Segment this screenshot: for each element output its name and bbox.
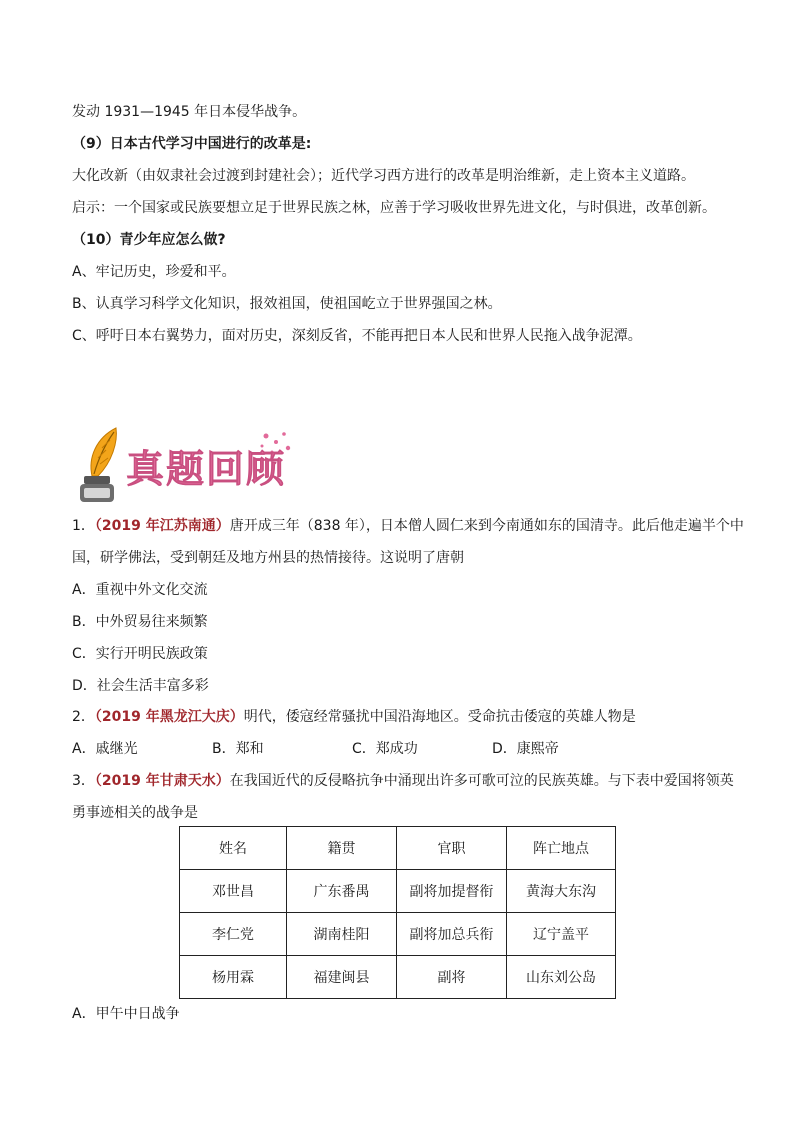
table-header: 阵亡地点 (507, 827, 616, 870)
question-number: 3． (72, 773, 95, 789)
table-cell: 黄海大东沟 (507, 870, 616, 913)
question-source: （2019 年甘肃天水） (94, 773, 230, 789)
option: D．社会生活丰富多彩 (72, 678, 209, 694)
table-cell: 广东番禺 (287, 870, 397, 913)
question-heading-10: （10）青少年应怎么做? (72, 232, 226, 248)
question-text-cont: 国，研学佛法，受到朝廷及地方州县的热情接待。这说明了唐朝 (72, 550, 464, 566)
option: C．郑成功 (352, 741, 418, 757)
table-cell: 邓世昌 (180, 870, 287, 913)
table-header: 籍贯 (287, 827, 397, 870)
answer-a: A、牢记历史，珍爱和平。 (72, 264, 236, 280)
table-row (180, 956, 616, 999)
option: D．康熙帝 (492, 741, 559, 757)
answer-b: B、认真学习科学文化知识，报效祖国，使祖国屹立于世界强国之林。 (72, 296, 502, 312)
table-cell: 福建闽县 (287, 956, 397, 999)
question-text: 唐开成三年（838 年），日本僧人圆仁来到今南通如东的国清寺。此后他走遍半个中 (229, 518, 744, 534)
hero-table (179, 826, 616, 999)
question-1 (72, 516, 744, 536)
table-cell: 李仁党 (180, 913, 287, 956)
question-source: （2019 年黑龙江大庆） (94, 709, 244, 725)
section-banner (70, 424, 300, 504)
table-row (180, 870, 616, 913)
table-row (180, 913, 616, 956)
table-cell: 副将加提督衔 (397, 870, 507, 913)
question-3 (72, 771, 734, 791)
table-header: 官职 (397, 827, 507, 870)
question-number: 1． (72, 518, 95, 534)
table-cell: 副将加总兵衔 (397, 913, 507, 956)
quill-ink-bottle-icon (70, 424, 130, 504)
question-source: （2019 年江苏南通） (94, 518, 230, 534)
question-heading-9: （9）日本古代学习中国进行的改革是: (72, 136, 312, 152)
question-2 (72, 707, 636, 727)
text-line: 发动 1931—1945 年日本侵华战争。 (72, 104, 307, 120)
question-text-cont: 勇事迹相关的战争是 (72, 805, 198, 821)
table-cell: 副将 (397, 956, 507, 999)
question-text: 在我国近代的反侵略抗争中涌现出许多可歌可泣的民族英雄。与下表中爱国将领英 (229, 773, 734, 789)
question-number: 2． (72, 709, 95, 725)
option: A．重视中外文化交流 (72, 582, 208, 598)
text-line: 启示：一个国家或民族要想立足于世界民族之林，应善于学习吸收世界先进文化，与时俱进，改革创新。 (72, 200, 716, 216)
section-title: 真题回顾 (126, 446, 287, 491)
option: C．实行开明民族政策 (72, 646, 208, 662)
table-header: 姓名 (180, 827, 287, 870)
answer-c: C、呼吁日本右翼势力，面对历史，深刻反省，不能再把日本人民和世界人民拖入战争泥潭。 (72, 328, 642, 344)
table-cell: 山东刘公岛 (507, 956, 616, 999)
table-cell: 辽宁盖平 (507, 913, 616, 956)
table-header-row (180, 827, 616, 870)
table-cell: 湖南桂阳 (287, 913, 397, 956)
option: A．甲午中日战争 (72, 1006, 180, 1022)
table-cell: 杨用霖 (180, 956, 287, 999)
option: B．郑和 (212, 741, 264, 757)
option-row (72, 739, 559, 759)
option: A．戚继光 (72, 741, 138, 757)
option: B．中外贸易往来频繁 (72, 614, 208, 630)
text-line: 大化改新（由奴隶社会过渡到封建社会）；近代学习西方进行的改革是明治维新，走上资本主义道路。 (72, 168, 695, 184)
question-text: 明代，倭寇经常骚扰中国沿海地区。受命抗击倭寇的英雄人物是 (243, 709, 636, 725)
